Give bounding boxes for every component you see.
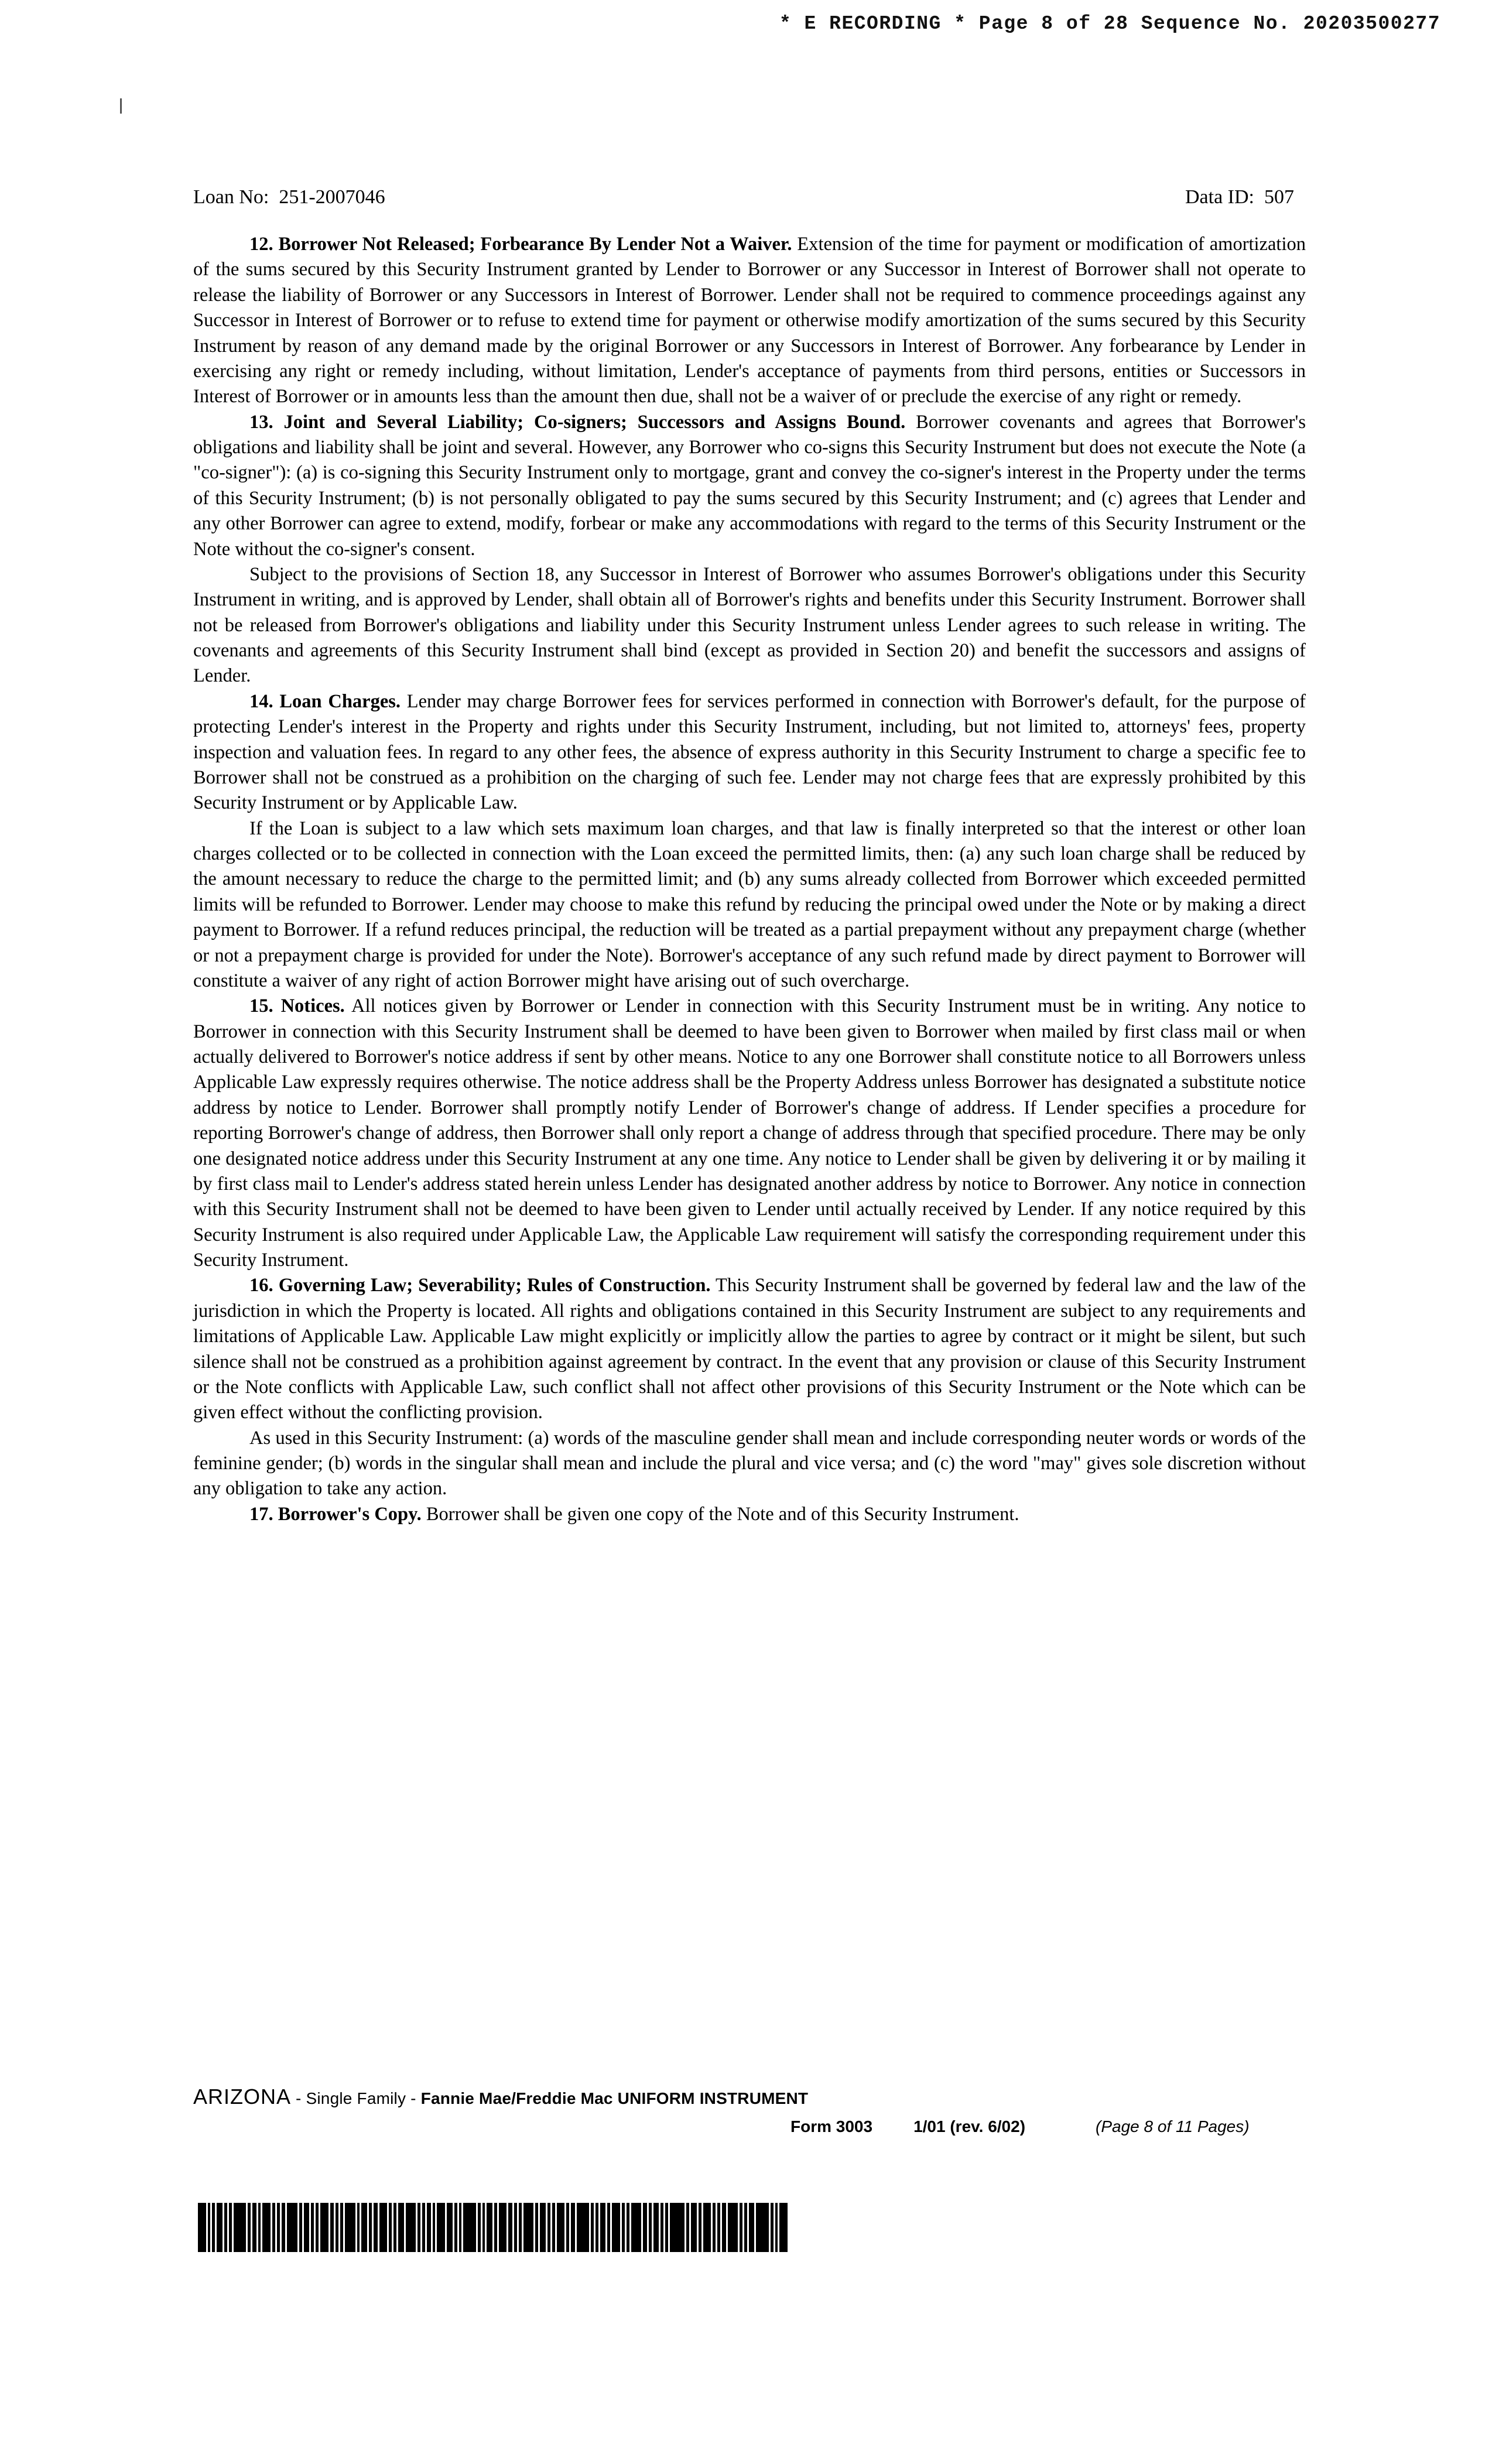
section-paragraph	[193, 816, 1306, 994]
section-text: If the Loan is subject to a law which sets maximum loan charges, and that law is finally interpreted so that the interest or other loan charges collected or to be collected in connection with the Loan exceed the permitted limits, then: (a) any such loan charge shall be reduced by the amount necessary to reduce the charge to the permitted limit; and (b) any sums already collected from Borrower which exceeded permitted limits will be refunded to Borrower. Lender may choose to make this refund by reducing the principal owed under the Note or by making a direct payment to Borrower. If a refund reduces principal, the reduction will be treated as a partial prepayment without any prepayment charge (whether or not a prepayment charge is provided for under the Note). Borrower's acceptance of any such refund made by direct payment to Borrower will constitute a waiver of any right of action Borrower might have arising out of such overcharge.	[193, 817, 1306, 991]
section-paragraph	[193, 562, 1306, 689]
section-text: Extension of the time for payment or modification of amortization of the sums secured by this Security Instrument granted by Lender to Borrower or any Successor in Interest of Borrower shall not operate to release the liability of Borrower or any Successors in Interest of Borrower. Lender shall not be required to commence proceedings against any Successor in Interest of Borrower or to refuse to extend time for payment or otherwise modify amortization of the sums secured by this Security Instrument by reason of any demand made by the original Borrower or any Successors in Interest of Borrower. Any forbearance by Lender in exercising any right or remedy including, without limitation, Lender's acceptance of payments from third persons, entities or Successors in Interest of Borrower or in amounts less than the amount then due, shall not be a waiver of or preclude the exercise of any right or remedy.	[193, 234, 1306, 408]
section-heading: 14. Loan Charges.	[249, 690, 401, 712]
document-header	[193, 186, 1306, 208]
section-text: All notices given by Borrower or Lender in connection with this Security Instrument must be in writing. Any notice to Borrower in connection with this Security Instrument shall be deemed to have been given to Borrower when mailed by first class mail or when actually delivered to Borrower's notice address if sent by other means. Notice to any one Borrower shall constitute notice to all Borrowers unless Applicable Law expressly requires otherwise. The notice address shall be the Property Address unless Borrower has designated a substitute notice address by notice to Lender. Borrower shall promptly notify Lender of Borrower's change of address. If Lender specifies a procedure for reporting Borrower's change of address, then Borrower shall only report a change of address through that specified procedure. There may be only one designated notice address under this Security Instrument at any one time. Any notice to Lender shall be given by delivering it or by mailing it by first class mail to Lender's address stated herein unless Lender has designated another address by notice to Borrower. Any notice in connection with this Security Instrument shall not be deemed to have been given to Lender until actually received by Lender. If any notice required by this Security Instrument is also required under Applicable Law, the Applicable Law requirement will satisfy the corresponding requirement under this Security Instrument.	[193, 995, 1306, 1271]
section-text: Borrower covenants and agrees that Borrower's obligations and liability shall be joint and several. However, any Borrower who co-signs this Security Instrument but does not execute the Note (a "co-signer"): (a) is co-signing this Security Instrument only to mortgage, grant and convey the co-signer's interest in the Property under the terms of this Security Instrument; (b) is not personally obligated to pay the sums secured by this Security Instrument; and (c) agrees that Lender and any other Borrower can agree to extend, modify, forbear or make any accommodations with regard to the terms of this Security Instrument or the Note without the co-signer's consent.	[193, 411, 1306, 560]
form-revision: 1/01 (rev. 6/02)	[913, 2117, 1026, 2136]
section-paragraph	[193, 1273, 1306, 1425]
section-paragraph	[193, 232, 1306, 410]
section-heading: 16. Governing Law; Severability; Rules of Construction.	[249, 1275, 711, 1296]
section-paragraph	[193, 410, 1306, 562]
footer-instrument-line	[193, 2085, 1306, 2109]
loan-number: Loan No: 251-2007046	[193, 186, 385, 208]
document-footer	[193, 2085, 1306, 2136]
document-body	[193, 186, 1306, 1527]
section-text: This Security Instrument shall be governed by federal law and the law of the jurisdiction in which the Property is located. All rights and obligations contained in this Security Instrument are subject to any requirements and limitations of Applicable Law. Applicable Law might explicitly or implicitly allow the parties to agree by contract or it might be silent, but such silence shall not be construed as a prohibition against agreement by contract. In the event that any provision or clause of this Security Instrument or the Note conflicts with Applicable Law, such conflict shall not affect other provisions of this Security Instrument or the Note which can be given effect without the conflicting provision.	[193, 1275, 1306, 1423]
section-heading: 13. Joint and Several Liability; Co-signers; Successors and Assigns Bound.	[249, 411, 906, 433]
section-paragraph	[193, 689, 1306, 816]
footer-descriptor-thin: - Single Family -	[291, 2089, 421, 2107]
section-heading: 15. Notices.	[249, 995, 345, 1017]
barcode	[198, 2203, 789, 2252]
section-heading: 17. Borrower's Copy.	[249, 1503, 422, 1525]
margin-tick-mark	[120, 98, 122, 114]
erecording-stamp: * E RECORDING * Page 8 of 28 Sequence No. 20203500277	[779, 13, 1440, 35]
section-paragraph	[193, 994, 1306, 1273]
section-text: Subject to the provisions of Section 18, any Successor in Interest of Borrower who assumes Borrower's obligations under this Security Instrument in writing, and is approved by Lender, shall obtain all of Borrower's rights and benefits under this Security Instrument. Borrower shall not be released from Borrower's obligations and liability under this Security Instrument unless Lender agrees to such release in writing. The covenants and agreements of this Security Instrument shall bind (except as provided in Section 20) and benefit the successors and assigns of Lender.	[193, 563, 1306, 687]
section-text: As used in this Security Instrument: (a) words of the masculine gender shall mean and include corresponding neuter words or words of the feminine gender; (b) words in the singular shall mean and include the plural and vice versa; and (c) the word "may" gives sole discretion without any obligation to take any action.	[193, 1427, 1306, 1500]
section-paragraph	[193, 1502, 1306, 1527]
form-number: Form 3003	[790, 2117, 873, 2136]
section-text: Borrower shall be given one copy of the Note and of this Security Instrument.	[421, 1503, 1019, 1525]
data-id: Data ID: 507	[1185, 186, 1294, 208]
footer-descriptor-bold: Fannie Mae/Freddie Mac UNIFORM INSTRUMENT	[420, 2089, 809, 2107]
footer-form-line	[193, 2117, 1306, 2136]
section-heading: 12. Borrower Not Released; Forbearance By Lender Not a Waiver.	[249, 234, 792, 255]
section-text: Lender may charge Borrower fees for services performed in connection with Borrower's default, for the purpose of protecting Lender's interest in the Property and rights under this Security Instrument, including, but not limited to, attorneys' fees, property inspection and valuation fees. In regard to any other fees, the absence of express authority in this Security Instrument to charge a specific fee to Borrower shall not be construed as a prohibition on the charging of such fee. Lender may not charge fees that are expressly prohibited by this Security Instrument or by Applicable Law.	[193, 690, 1306, 814]
section-paragraph	[193, 1426, 1306, 1502]
state-name: ARIZONA	[193, 2085, 292, 2109]
page-count: (Page 8 of 11 Pages)	[1096, 2117, 1250, 2136]
